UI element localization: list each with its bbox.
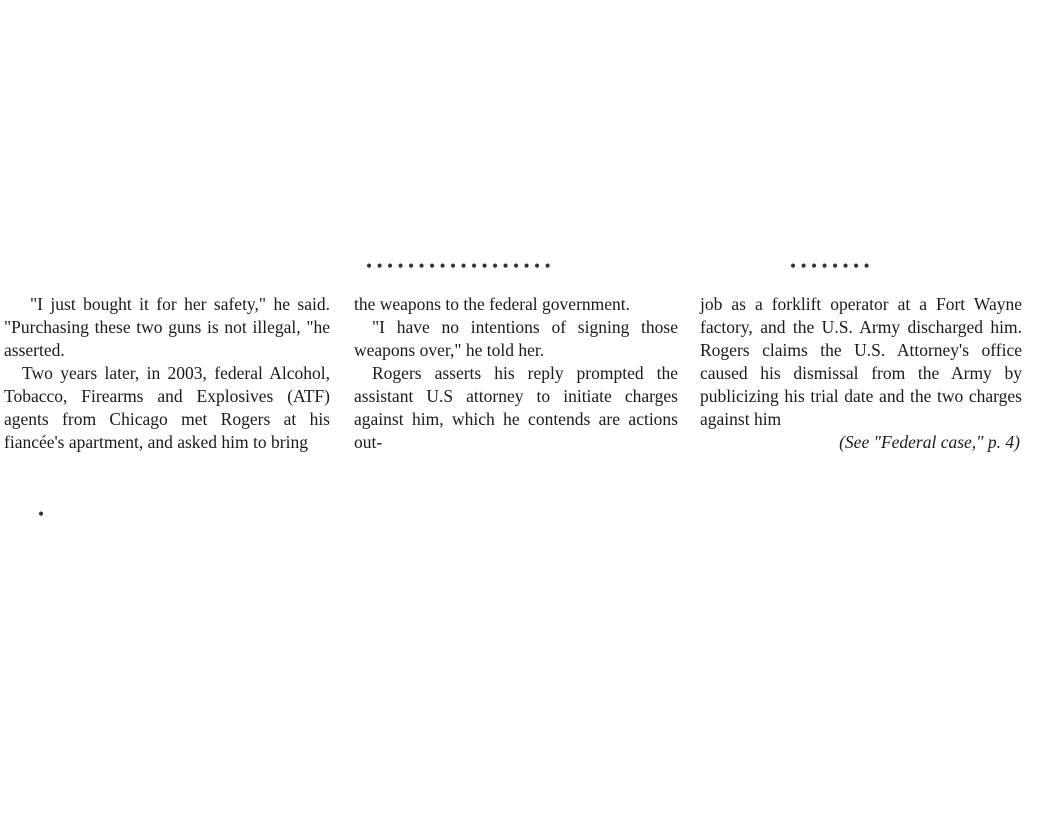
column-2-paragraph-2: "I have no intentions of signing those weapons over," he told her. (354, 317, 678, 360)
article-column-3 (700, 293, 1022, 454)
continuation-reference: (See "Federal case," p. 4) (839, 432, 1020, 452)
cut-off-line-top-col3: • • • • • • • • (790, 256, 870, 276)
column-2-paragraph-3: Rogers asserts his reply prompted the assistant U.S attorney to initiate charges against him, which he contends are actions out- (354, 363, 678, 452)
column-3-paragraph-1: job as a forklift operator at a Fort Wayne factory, and the U.S. Army discharged him. Rogers claims the U.S. Attorney's office caused his dismissal from the Army by publicizing his trial date and the two charges against him (700, 294, 1022, 429)
column-2-paragraph-1: the weapons to the federal government. (354, 294, 631, 314)
column-1-paragraph-2: Two years later, in 2003, federal Alcohol, Tobacco, Firearms and Explosives (ATF) agents from Chicago met Rogers at his fiancée's apartment, and asked him to bring (4, 363, 330, 452)
article-column-1 (4, 293, 330, 454)
article-column-2 (354, 293, 678, 454)
cut-off-line-top-col2: • • • • • • • • • • • • • • • • • • (366, 256, 551, 276)
column-1-paragraph-1: "I just bought it for her safety," he said. "Purchasing these two guns is not illegal, "he asserted. (4, 294, 330, 360)
cut-off-line-bottom-col1: • (38, 504, 45, 524)
